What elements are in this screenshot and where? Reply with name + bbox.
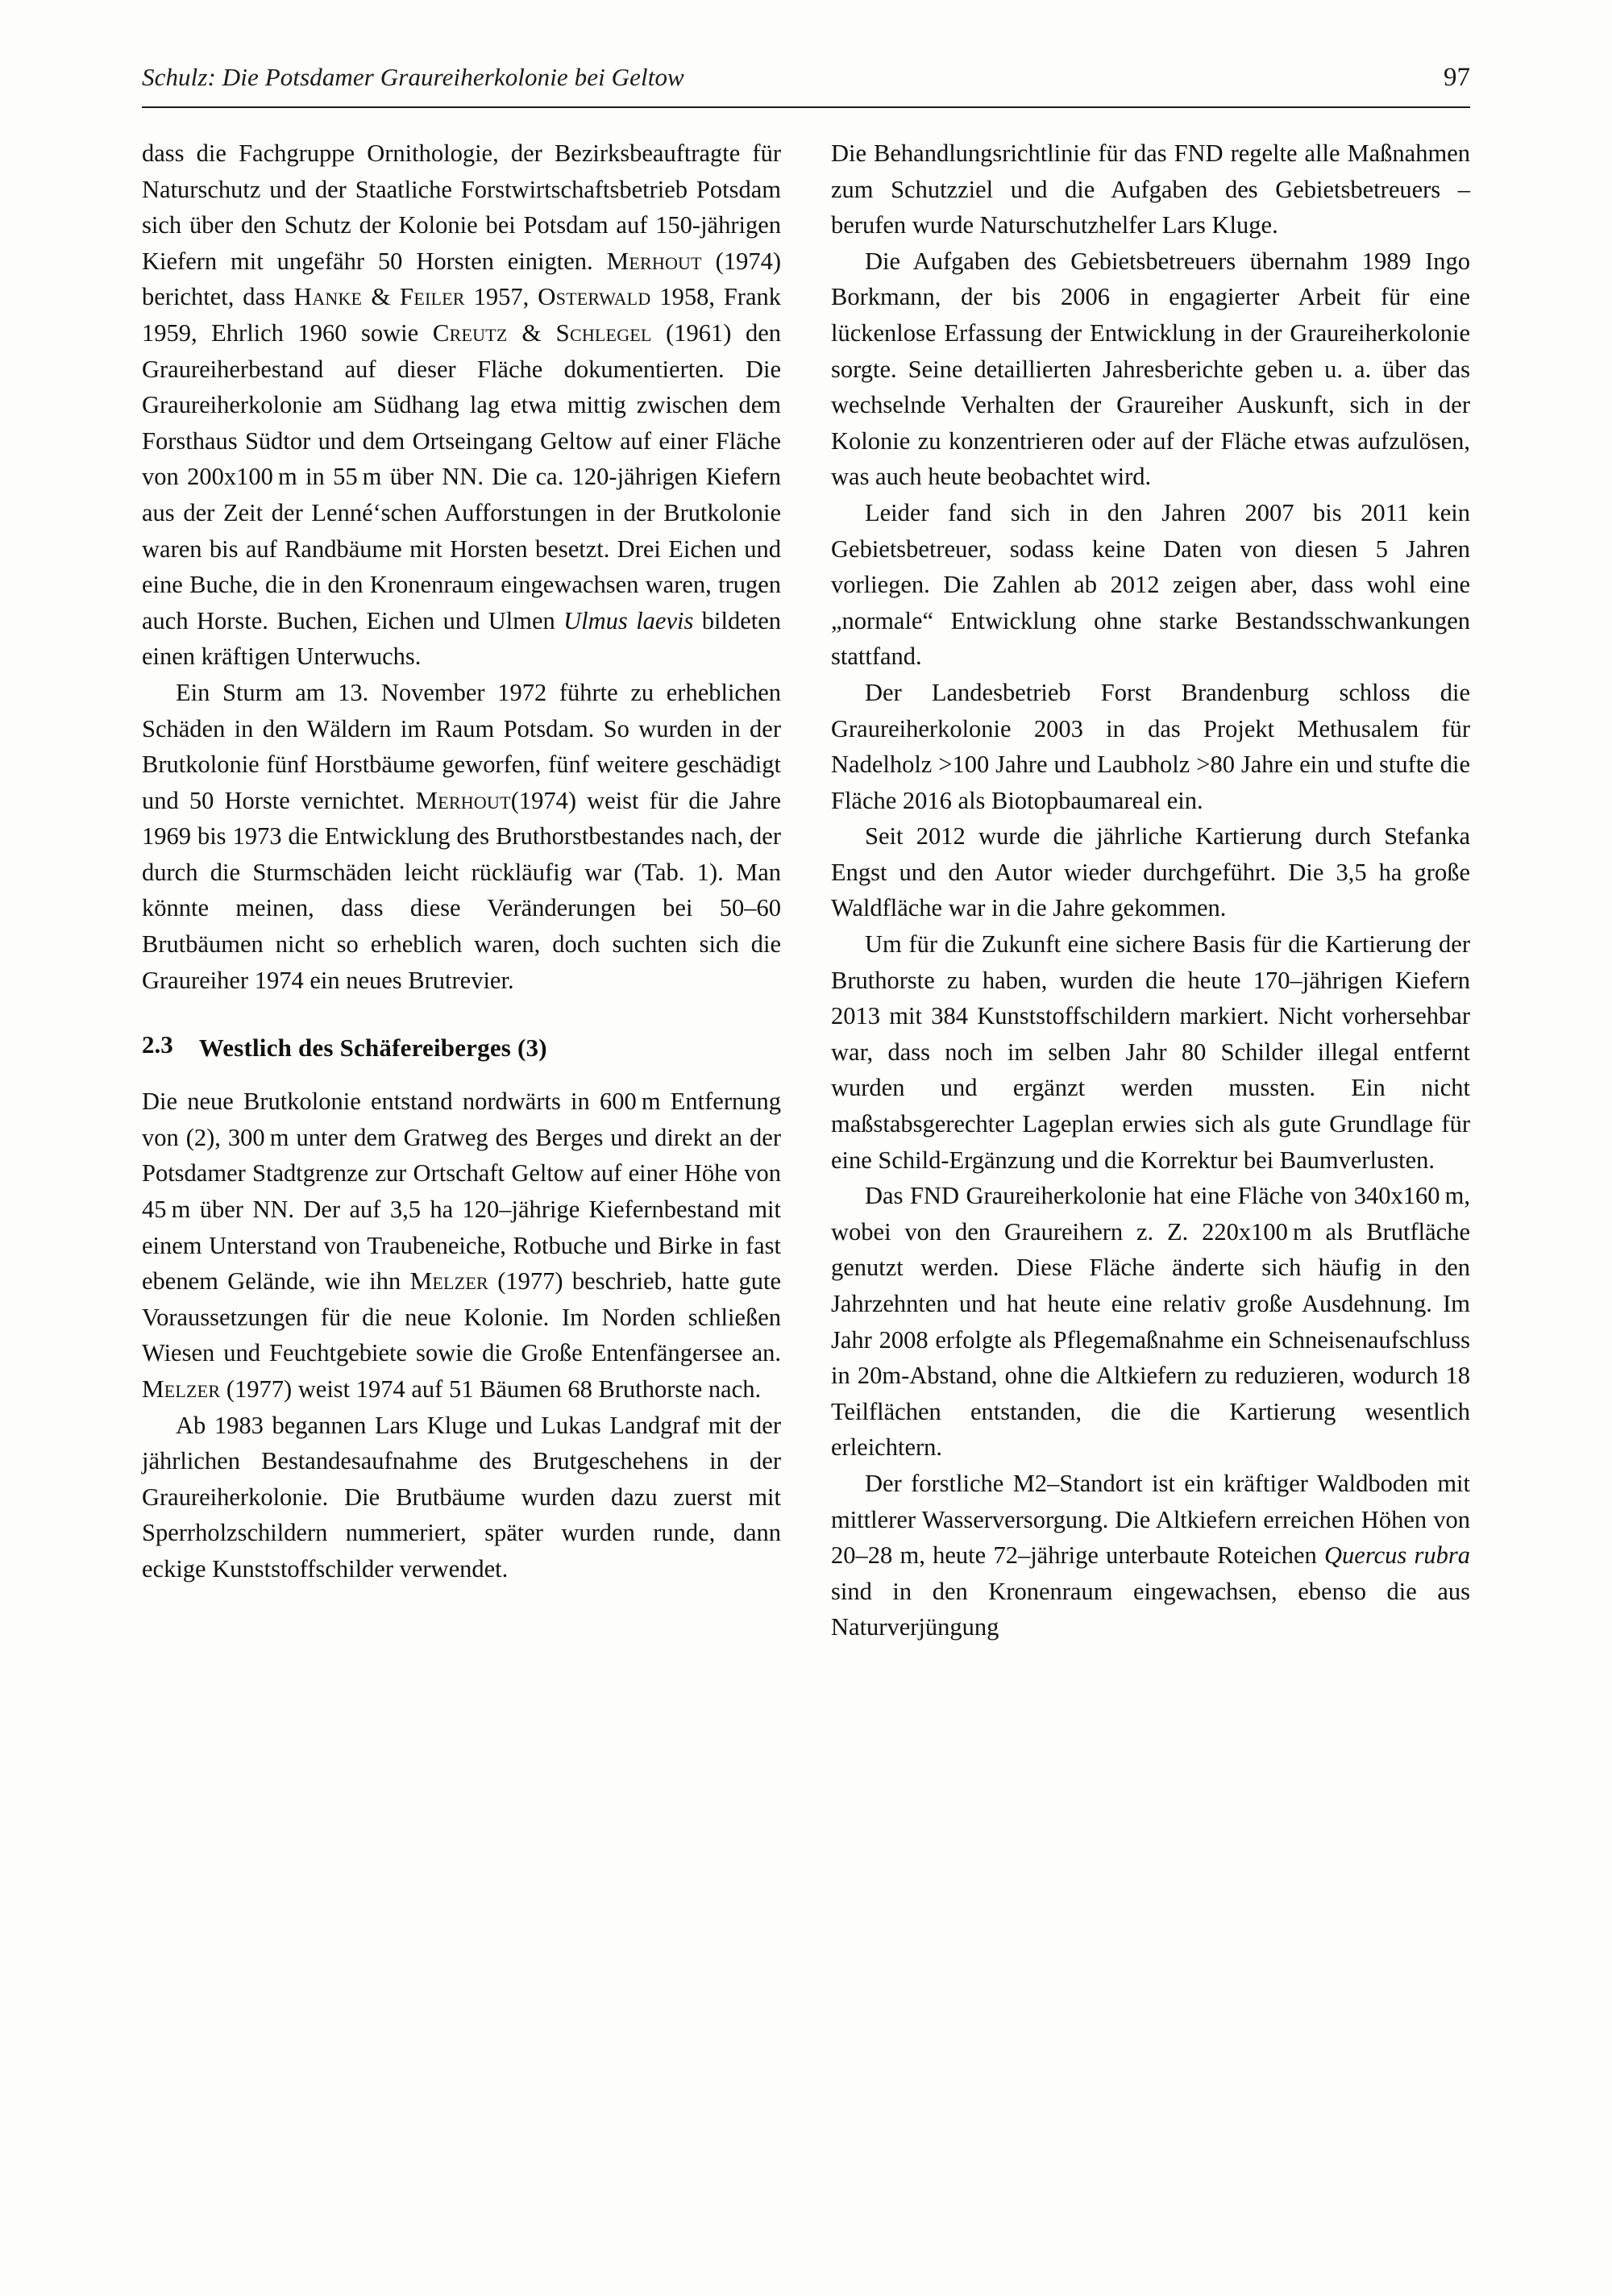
paragraph: Um für die Zukunft eine sichere Basis für die Kartierung der Bruthorste zu haben, wurden die heute 170–jährigen Kiefern 2013 mit 384 Kunststoffschildern markiert. Nicht vorhersehbar war, dass noch im selben Jahr 80 Schilder illegal entfernt wurden und ergänzt werden mussten. Ein nicht maßstabsgerechter Lageplan erwies sich als gute Grundlage für eine Schild-Ergänzung und die Korrektur bei Baumverlusten.	[831, 930, 1470, 1174]
paragraph: Ab 1983 begannen Lars Kluge und Lukas Landgraf mit der jährlichen Bestandesaufnahme des Brutgeschehens in der Graureiherkolonie. Die Brutbäume wurden dazu zuerst mit Sperrholzschildern nummeriert, später wurden runde, dann eckige Kunststoffschilder verwendet.	[142, 1411, 781, 1583]
paragraph: Der Landesbetrieb Forst Brandenburg schloss die Graureiherkolonie 2003 in das Projekt Methusalem für Nadelholz >100 Jahre und Laubholz >80 Jahre ein und stufte die Fläche 2016 als Biotopbaumareal ein.	[831, 678, 1470, 814]
paragraph: Der forstliche M2–Standort ist ein kräftiger Waldboden mit mittlerer Wasserversorgung. Die Altkiefern erreichen Höhen von 20–28 m, heute 72–jährige unterbaute Roteichen Quercus rubra sind in den Kronenraum eingewachsen, ebenso die aus Naturverjüngung	[831, 1469, 1470, 1641]
paragraph: Das FND Graureiherkolonie hat eine Fläche von 340x160 m, wobei von den Graureihern z. Z. 220x100 m als Brutfläche genutzt werden. Diese Fläche änderte sich häufig in den Jahrzehnten und hat heute eine relativ große Ausdehnung. Im Jahr 2008 erfolgte als Pflegemaßnahme ein Schneisenaufschluss in 20m-Abstand, ohne die Altkiefern zu reduzieren, wodurch 18 Teilflächen entstanden, die die Kartierung wesentlich erleichtern.	[831, 1182, 1470, 1462]
running-title: Schulz: Die Potsdamer Graureiherkolonie bei Geltow	[142, 63, 684, 91]
paragraph: Leider fand sich in den Jahren 2007 bis 2011 kein Gebietsbetreuer, sodass keine Daten von diesen 5 Jahren vorliegen. Die Zahlen ab 2012 zeigen aber, dass wohl eine „normale“ Entwicklung ohne starke Bestandsschwankungen stattfand.	[831, 498, 1470, 671]
page-number: 97	[1444, 63, 1470, 92]
two-column-body	[142, 135, 1470, 1645]
right-column	[831, 135, 1470, 1645]
paragraph: Ein Sturm am 13. November 1972 führte zu erheblichen Schäden in den Wäldern im Raum Potsdam. So wurden in der Brutkolonie fünf Horstbäume geworfen, fünf weitere geschädigt und 50 Horste vernichtet. Merhout(1974) weist für die Jahre 1969 bis 1973 die Entwicklung des Bruthorstbestandes nach, der durch die Sturmschäden leicht rückläufig war (Tab. 1). Man könnte meinen, dass diese Veränderungen bei 50–60 Brutbäumen nicht so erheblich waren, doch suchten sich die Graureiher 1974 ein neues Brutrevier.	[142, 678, 781, 994]
paragraph: Die neue Brutkolonie entstand nordwärts in 600 m Entfernung von (2), 300 m unter dem Gratweg des Berges und direkt an der Potsdamer Stadtgrenze zur Ortschaft Geltow auf einer Höhe von 45 m über NN. Der auf 3,5 ha 120–jährige Kiefernbestand mit einem Unterstand von Traubeneiche, Rotbuche und Birke in fast ebenem Gelände, wie ihn Melzer (1977) beschrieb, hatte gute Voraussetzungen für die neue Kolonie. Im Norden schließen Wiesen und Feuchtgebiete sowie die Große Entenfängersee an. Melzer (1977) weist 1974 auf 51 Bäumen 68 Bruthorste nach.	[142, 1088, 781, 1403]
paragraph: Die Aufgaben des Gebietsbetreuers übernahm 1989 Ingo Borkmann, der bis 2006 in engagierter Arbeit für eine lückenlose Erfassung der Entwicklung in der Graureiherkolonie sorgte. Seine detaillierten Jahresberichte geben u. a. über das wechselnde Verhalten der Graureiher Auskunft, sich in der Kolonie zu konzentrieren oder auf der Fläche etwas aufzulösen, was auch heute beobachtet wird.	[831, 247, 1470, 491]
paragraph: dass die Fachgruppe Ornithologie, der Bezirksbeauftragte für Naturschutz und der Staatliche Forstwirtschaftsbetrieb Potsdam sich über den Schutz der Kolonie bei Potsdam auf 150-jährigen Kiefern mit ungefähr 50 Horsten einigten. Merhout (1974) berichtet, dass Hanke & Feiler 1957, Osterwald 1958, Frank 1959, Ehrlich 1960 sowie Creutz & Schlegel (1961) den Graureiherbestand auf dieser Fläche dokumentierten. Die Graureiherkolonie am Südhang lag etwa mittig zwischen dem Forsthaus Südtor und dem Ortseingang Geltow auf einer Fläche von 200x100 m in 55 m über NN. Die ca. 120-jährigen Kiefern aus der Zeit der Lenné‘schen Aufforstungen in der Brutkolonie waren bis auf Randbäume mit Horsten besetzt. Drei Eichen und eine Buche, die in den Kronenraum eingewachsen waren, trugen auch Horste. Buchen, Eichen und Ulmen Ulmus laevis bildeten einen kräftigen Unterwuchs.	[142, 139, 782, 671]
section-number: 2.3	[142, 1030, 173, 1059]
page-header	[142, 63, 1470, 93]
section-heading	[142, 1030, 781, 1066]
section-title: Westlich des Schäfereiberges (3)	[198, 1034, 547, 1063]
header-divider	[142, 106, 1470, 108]
left-column	[142, 135, 781, 1645]
paragraph: Die Behandlungsrichtlinie für das FND regelte alle Maßnahmen zum Schutzziel und die Aufgaben des Gebietsbetreuers – berufen wurde Naturschutzhelfer Lars Kluge.	[831, 139, 1470, 239]
paragraph: Seit 2012 wurde die jährliche Kartierung durch Stefanka Engst und den Autor wieder durchgeführt. Die 3,5 ha große Waldfläche war in die Jahre gekommen.	[831, 822, 1470, 922]
